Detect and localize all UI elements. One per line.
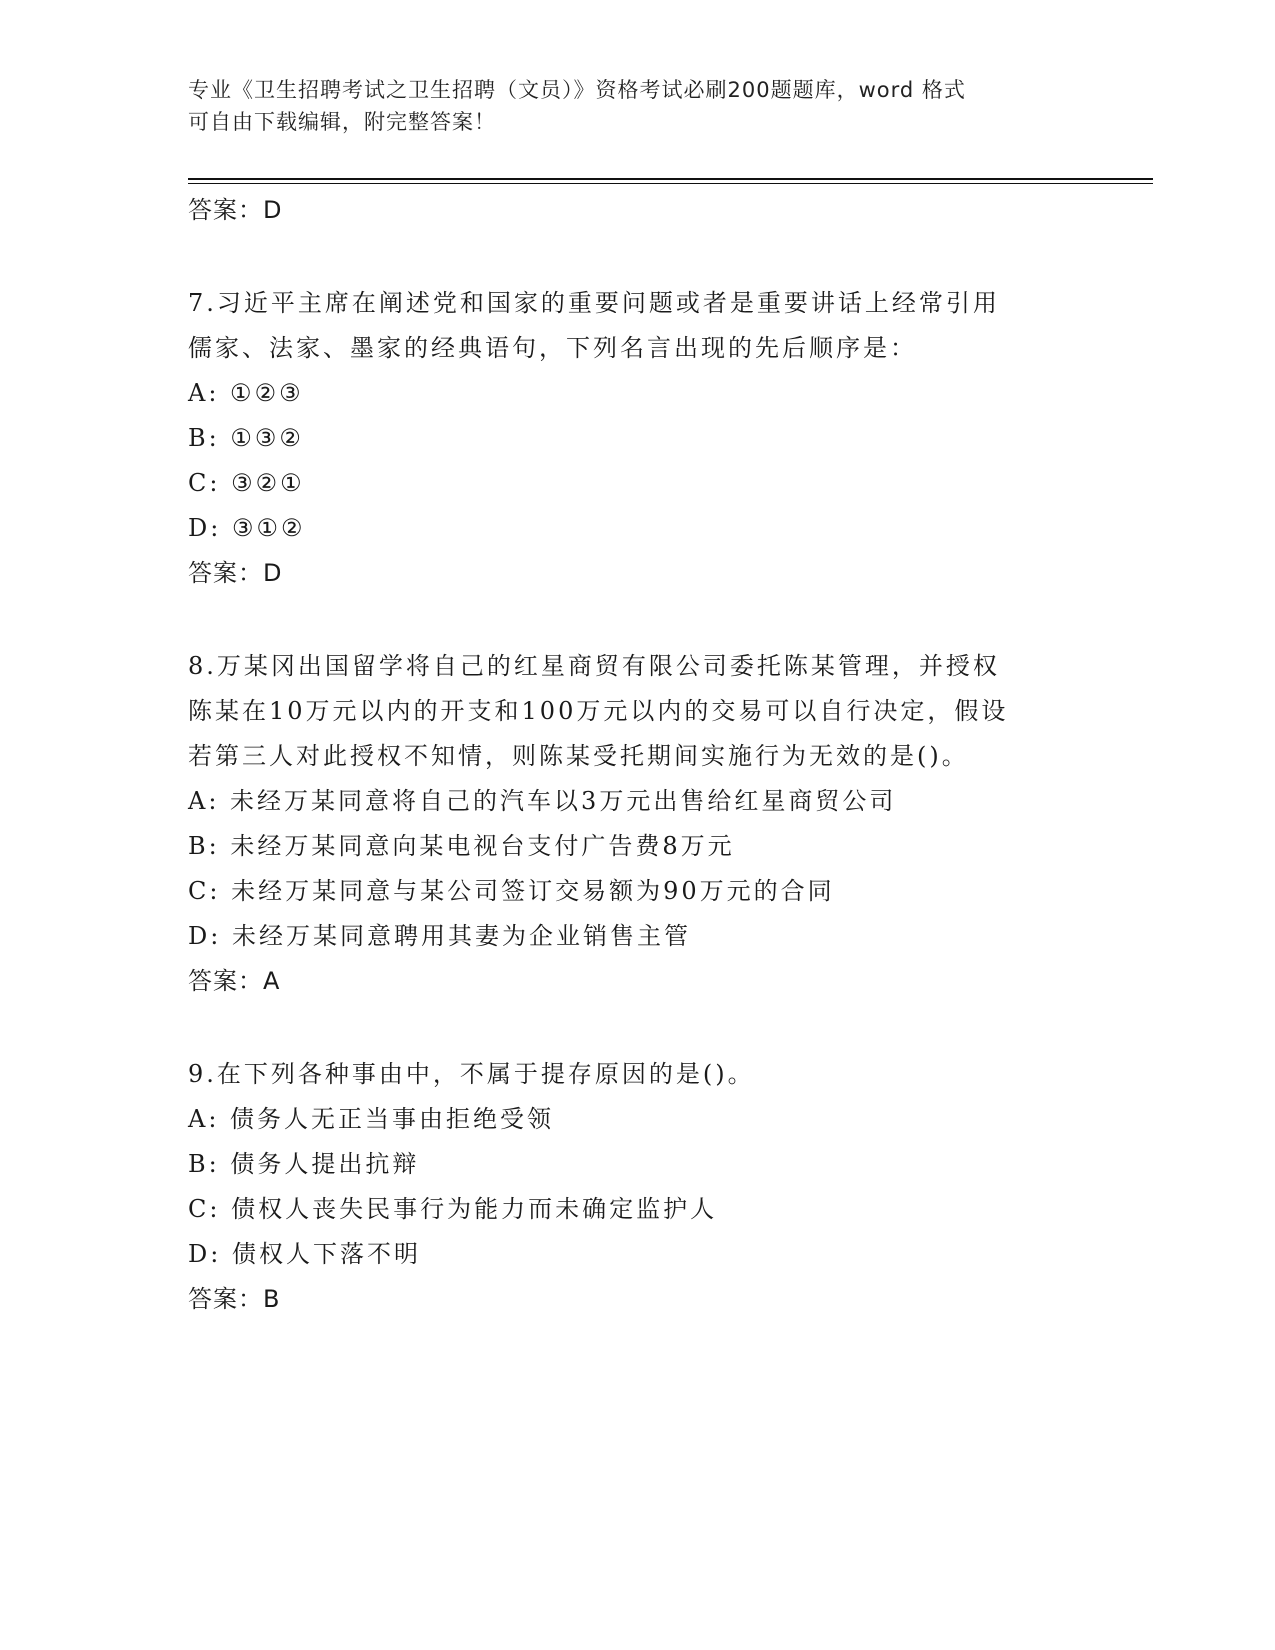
question-stem-line: 若第三人对此授权不知情，则陈某受托期间实施行为无效的是()。 [188, 742, 969, 770]
option-d: D: 未经万某同意聘用其妻为企业销售主管 [188, 922, 691, 950]
option-b: B: ①③② [188, 424, 304, 452]
question-stem-line: 9.在下列各种事由中，不属于提存原因的是()。 [188, 1060, 755, 1088]
question-stem-line: 儒家、法家、墨家的经典语句，下列名言出现的先后顺序是： [188, 334, 917, 362]
spacer [188, 596, 1088, 644]
option-a: A: 未经万某同意将自己的汽车以3万元出售给红星商贸公司 [188, 787, 897, 815]
option-b: B: 债务人提出抗辩 [188, 1150, 420, 1178]
answer: 答案：B [188, 1285, 281, 1313]
option-a: A: ①②③ [188, 379, 304, 407]
option-d: D: 债权人下落不明 [188, 1240, 421, 1268]
previous-answer: 答案：D [188, 196, 283, 224]
question-stem-line: 8.万某冈出国留学将自己的红星商贸有限公司委托陈某管理，并授权 [188, 652, 1000, 680]
header-divider [188, 178, 1153, 184]
option-c: C: ③②① [188, 469, 305, 497]
option-a: A: 债务人无正当事由拒绝受领 [188, 1105, 555, 1133]
question-7 [188, 281, 1088, 596]
question-stem-line: 7.习近平主席在阐述党和国家的重要问题或者是重要讲话上经常引用 [188, 289, 1000, 317]
option-c: C: 债权人丧失民事行为能力而未确定监护人 [188, 1195, 718, 1223]
question-stem-line: 陈某在10万元以内的开支和100万元以内的交易可以自行决定，假设 [188, 697, 1009, 725]
answer: 答案：A [188, 967, 281, 995]
spacer [188, 233, 1088, 281]
header-line-1: 专业《卫生招聘考试之卫生招聘（文员）》资格考试必刷200题题库，word 格式 [188, 78, 966, 102]
question-9 [188, 1052, 1088, 1322]
header-line-2: 可自由下载编辑，附完整答案！ [188, 110, 496, 134]
answer: 答案：D [188, 559, 283, 587]
page-header [188, 74, 1068, 138]
option-c: C: 未经万某同意与某公司签订交易额为90万元的合同 [188, 877, 835, 905]
spacer [188, 1004, 1088, 1052]
document-body [188, 188, 1088, 1322]
question-8 [188, 644, 1088, 1004]
option-d: D: ③①② [188, 514, 306, 542]
option-b: B: 未经万某同意向某电视台支付广告费8万元 [188, 832, 735, 860]
